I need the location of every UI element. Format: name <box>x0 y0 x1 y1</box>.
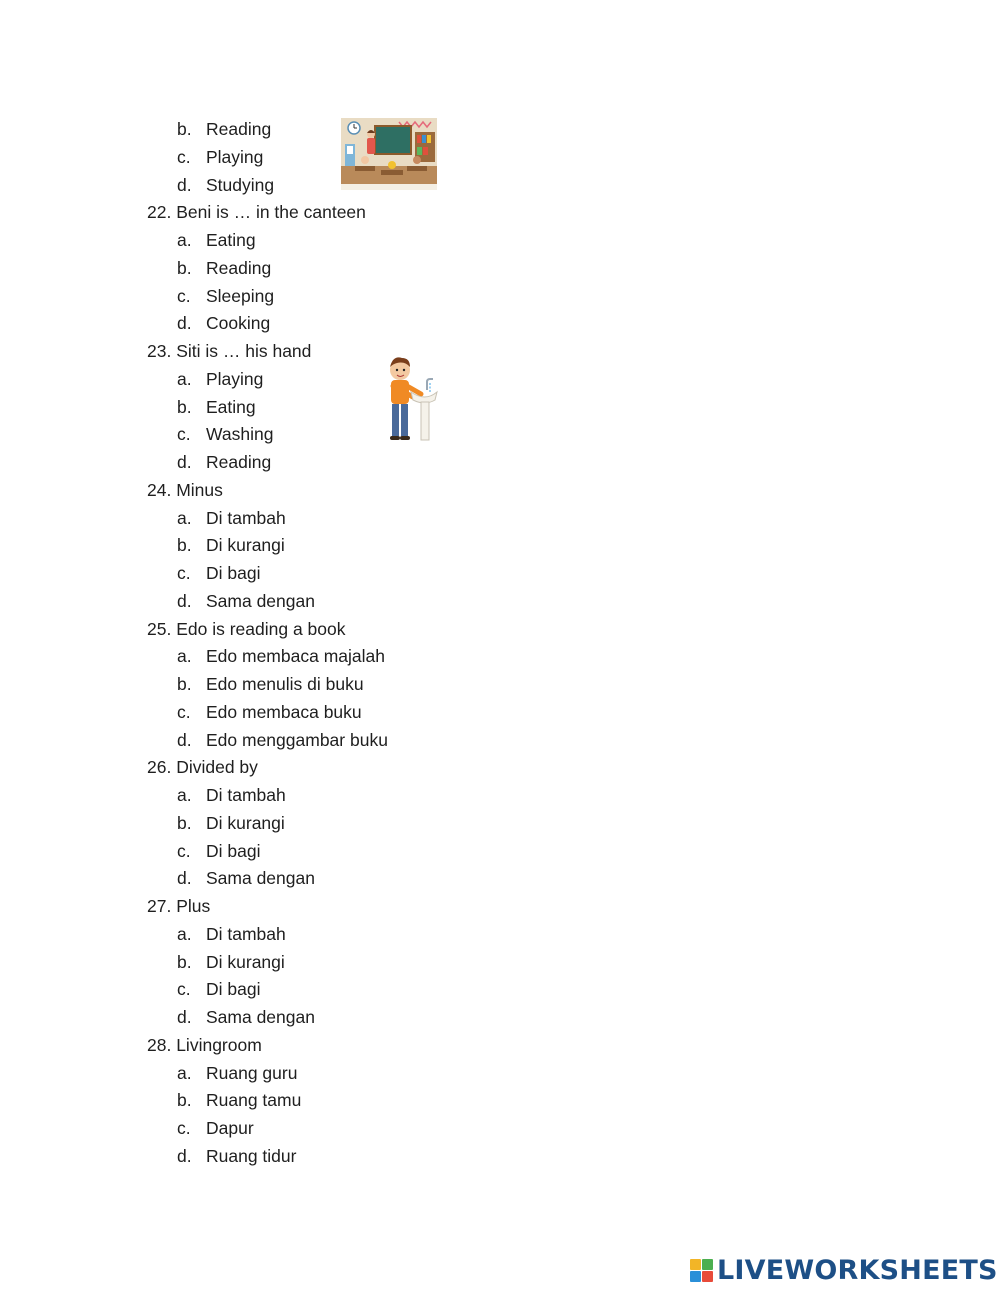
option-text: Di bagi <box>206 979 261 1000</box>
option-letter: c. <box>177 563 191 583</box>
question-text <box>0 893 700 921</box>
option-letter: b. <box>177 951 192 972</box>
answer-option <box>0 671 700 699</box>
option-text: Ruang guru <box>206 1062 298 1083</box>
question-number: 28. <box>147 1034 172 1055</box>
option-text: Di tambah <box>206 507 286 528</box>
question-prompt: Minus <box>176 479 223 500</box>
option-text: Playing <box>206 368 264 389</box>
answer-option <box>0 588 700 616</box>
option-letter: d. <box>177 1007 192 1027</box>
answer-option <box>0 949 700 977</box>
answer-option <box>0 1060 700 1088</box>
option-letter: d. <box>177 174 192 195</box>
answer-option <box>0 366 700 394</box>
answer-option <box>0 505 700 533</box>
question-text <box>0 1032 700 1060</box>
answer-option <box>0 699 700 727</box>
option-text: Sama dengan <box>206 1007 315 1027</box>
answer-option <box>0 1115 700 1143</box>
option-text: Di tambah <box>206 923 286 944</box>
option-letter: b. <box>177 674 192 694</box>
answer-option <box>0 976 700 1004</box>
option-letter: c. <box>177 979 191 1000</box>
answer-option <box>0 1004 700 1032</box>
answer-option <box>0 227 700 255</box>
question-prompt: Plus <box>176 896 211 916</box>
logo-block <box>702 1259 713 1270</box>
option-letter: d. <box>177 1145 192 1166</box>
answer-option <box>0 782 700 810</box>
option-letter: a. <box>177 1062 192 1083</box>
option-letter: b. <box>177 1090 192 1111</box>
logo-block <box>690 1259 701 1270</box>
question-number: 24. <box>147 479 172 500</box>
question-number: 25. <box>147 618 172 639</box>
question-number: 27. <box>147 896 172 916</box>
option-text: Di kurangi <box>206 812 285 833</box>
option-text: Di tambah <box>206 785 286 805</box>
option-letter: c. <box>177 840 191 861</box>
answer-option <box>0 255 700 283</box>
option-letter: b. <box>177 812 192 833</box>
option-text: Di kurangi <box>206 535 285 556</box>
answer-option <box>0 643 700 671</box>
liveworksheets-logo <box>690 1254 998 1286</box>
option-text: Ruang tamu <box>206 1090 302 1111</box>
option-text: Washing <box>206 424 274 445</box>
option-letter: c. <box>177 146 191 167</box>
option-letter: b. <box>177 257 192 278</box>
option-text: Reading <box>206 119 272 139</box>
option-letter: a. <box>177 368 192 389</box>
option-text: Studying <box>206 174 275 195</box>
option-text: Edo membaca majalah <box>206 646 385 667</box>
logo-block <box>702 1271 713 1282</box>
option-letter: d. <box>177 313 192 334</box>
answer-option <box>0 394 700 422</box>
option-letter: b. <box>177 396 192 417</box>
answer-option <box>0 449 700 477</box>
option-letter: a. <box>177 923 192 944</box>
option-text: Edo membaca buku <box>206 701 362 722</box>
answer-option <box>0 865 700 893</box>
option-text: Di bagi <box>206 840 261 861</box>
option-letter: a. <box>177 230 192 250</box>
option-text: Sleeping <box>206 285 275 306</box>
question-number: 26. <box>147 757 172 778</box>
question-prompt: Livingroom <box>176 1034 262 1055</box>
question-prompt: Siti is … his hand <box>176 341 312 361</box>
question-number: 23. <box>147 341 172 361</box>
option-text: Reading <box>206 452 272 472</box>
option-text: Reading <box>206 257 272 278</box>
option-letter: d. <box>177 729 192 750</box>
question-text <box>0 477 700 505</box>
question-text <box>0 754 700 782</box>
option-letter: d. <box>177 868 192 889</box>
answer-option <box>0 421 700 449</box>
option-text: Dapur <box>206 1118 254 1138</box>
question-prompt: Edo is reading a book <box>176 618 346 639</box>
option-text: Sama dengan <box>206 868 315 889</box>
answer-option <box>0 921 700 949</box>
option-letter: d. <box>177 452 192 472</box>
logo-wordmark: LIVEWORKSHEETS <box>717 1254 998 1286</box>
option-letter: b. <box>177 535 192 556</box>
question-prompt: Beni is … in the canteen <box>176 202 366 223</box>
option-text: Edo menggambar buku <box>206 729 388 750</box>
answer-option <box>0 1087 700 1115</box>
option-letter: c. <box>177 424 191 445</box>
option-letter: d. <box>177 590 192 611</box>
question-text <box>0 616 700 644</box>
option-letter: c. <box>177 701 191 722</box>
answer-option <box>0 727 700 755</box>
answer-option <box>0 1143 700 1171</box>
option-letter: a. <box>177 646 192 667</box>
option-text: Eating <box>206 396 256 417</box>
answer-option <box>0 532 700 560</box>
question-text <box>0 199 700 227</box>
classroom-illustration <box>341 118 437 190</box>
option-letter: a. <box>177 785 192 805</box>
option-text: Eating <box>206 230 256 250</box>
question-text <box>0 338 700 366</box>
option-letter: b. <box>177 119 192 139</box>
answer-option <box>0 838 700 866</box>
option-text: Di bagi <box>206 563 261 583</box>
option-text: Cooking <box>206 313 271 334</box>
option-letter: c. <box>177 285 191 306</box>
answer-option <box>0 310 700 338</box>
option-text: Edo menulis di buku <box>206 674 364 694</box>
option-text: Playing <box>206 146 264 167</box>
answer-option <box>0 283 700 311</box>
boy-washing-hands-illustration <box>383 352 439 444</box>
answer-option <box>0 560 700 588</box>
logo-block <box>690 1271 701 1282</box>
option-letter: a. <box>177 507 192 528</box>
answer-option <box>0 810 700 838</box>
option-text: Di kurangi <box>206 951 285 972</box>
question-number: 22. <box>147 202 172 223</box>
question-prompt: Divided by <box>176 757 258 778</box>
option-text: Ruang tidur <box>206 1145 297 1166</box>
option-text: Sama dengan <box>206 590 315 611</box>
question-list <box>0 116 700 1171</box>
option-letter: c. <box>177 1118 191 1138</box>
logo-blocks-icon <box>690 1259 713 1282</box>
